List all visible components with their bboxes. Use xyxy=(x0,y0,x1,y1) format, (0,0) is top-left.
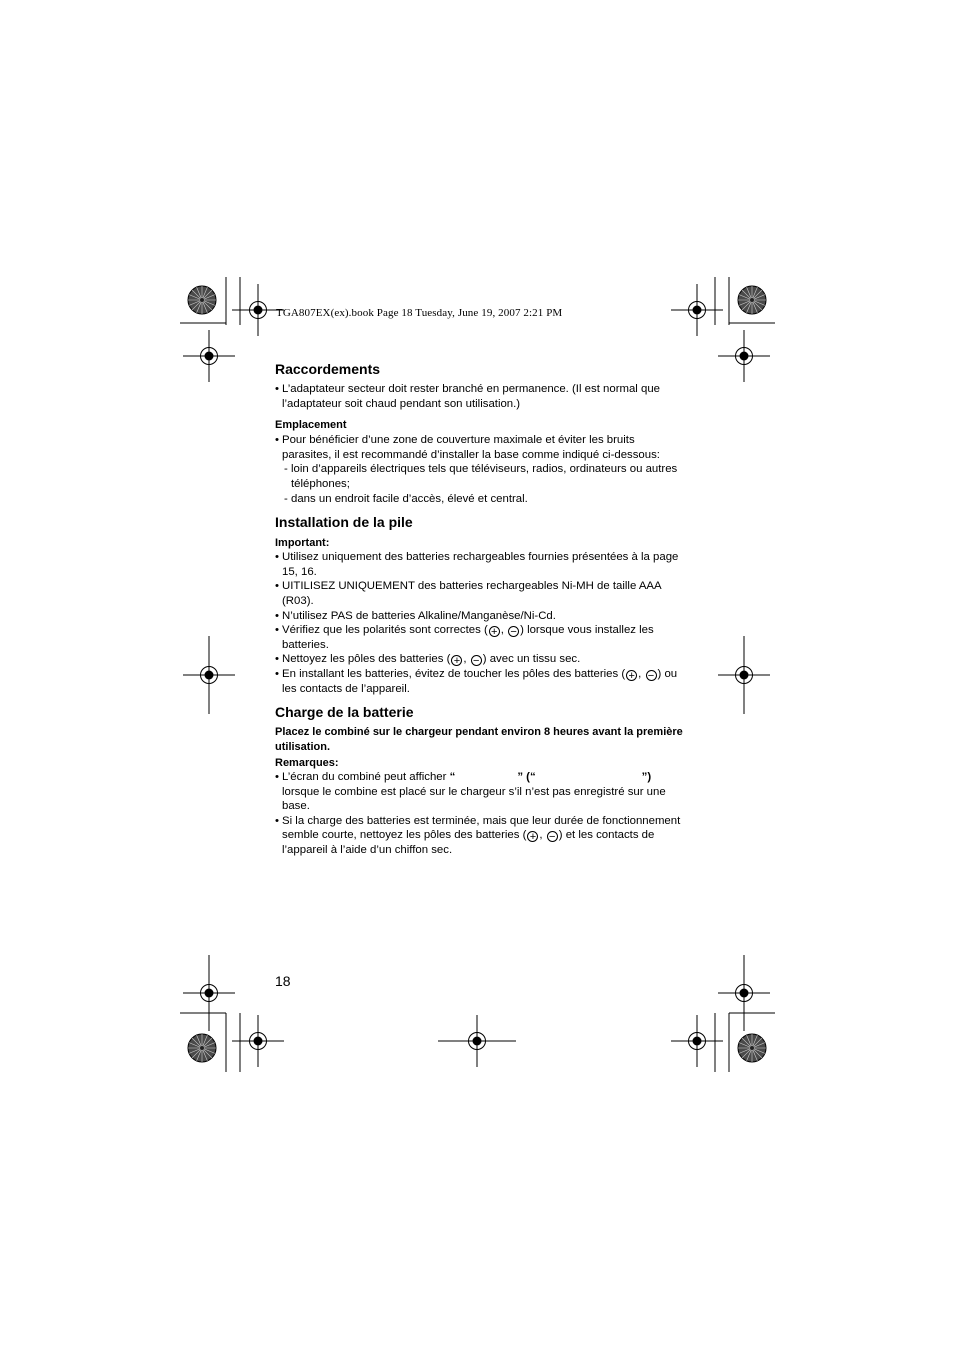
quote-mark: ” (“ xyxy=(517,771,536,784)
bullet-item: • UITILISEZ UNIQUEMENT des batteries rechargeables Ni-MH de taille AAA (R03). xyxy=(275,579,685,608)
text: Si la charge des batteries est terminée, mais que leur durée de fonctionnement semble courte, nettoyez les pôles des batteries ( xyxy=(282,814,681,842)
subsection-title-emplacement: Emplacement xyxy=(275,419,347,432)
dash-item: - loin d’appareils électriques tels que téléviseurs, radios, ordinateurs ou autres téléphones; xyxy=(275,462,685,491)
registration-mark xyxy=(183,330,235,382)
text: ) ou les contacts de l’appareil. xyxy=(282,667,678,695)
subsection-title-important: Important: xyxy=(275,537,330,550)
bold-instruction: Placez le combiné sur le chargeur pendant environ 8 heures avant la première utilisation. xyxy=(275,726,683,754)
color-star-mark xyxy=(188,286,216,314)
text: , xyxy=(539,829,546,842)
bullet-item xyxy=(275,652,685,667)
bullet-item: • Utilisez uniquement des batteries rechargeables fournies présentées à la page 15, 16. xyxy=(275,550,685,579)
color-star-mark xyxy=(188,1034,216,1062)
text: ) et les contacts de l’appareil à l’aide d’un chiffon sec. xyxy=(282,829,655,857)
section-title-raccordements: Raccordements xyxy=(275,361,381,377)
bullet-item xyxy=(275,623,685,652)
plus-terminal-icon: + xyxy=(626,670,637,681)
print-header: TGA807EX(ex).book Page 18 Tuesday, June 19, 2007 2:21 PM xyxy=(276,307,563,319)
plus-terminal-icon: + xyxy=(527,831,538,842)
manual-page-content xyxy=(275,359,685,858)
registration-mark xyxy=(718,330,770,382)
text: Vérifiez que les polarités sont correctes ( xyxy=(282,624,488,637)
section-title-pile: Installation de la pile xyxy=(275,514,413,531)
minus-terminal-icon: − xyxy=(508,626,519,637)
text: , xyxy=(638,667,645,680)
text: Nettoyez les pôles des batteries ( xyxy=(282,653,451,666)
bullet-item: • Pour bénéficier d’une zone de couverture maximale et éviter les bruits parasites, il est recommandé d’installer la base comme indiqué ci-dessous: xyxy=(275,433,685,462)
color-star-mark xyxy=(738,286,766,314)
text: , xyxy=(500,624,508,637)
page-number: 18 xyxy=(275,973,291,989)
minus-terminal-icon: − xyxy=(471,655,482,666)
section-title-charge: Charge de la batterie xyxy=(275,704,414,721)
bullet-item: • N’utilisez PAS de batteries Alkaline/Manganèse/Ni-Cd. xyxy=(275,609,685,624)
text: lorsque le combine est placé sur le chargeur s’il n’est pas enregistré sur une base. xyxy=(282,785,666,813)
bullet-item xyxy=(275,770,685,814)
text: L’écran du combiné peut afficher xyxy=(282,771,450,784)
text: , xyxy=(463,653,470,666)
bullet-item xyxy=(275,667,685,696)
bullet-item: • L’adaptateur secteur doit rester branché en permanence. (Il est normal que l’adaptateur soit chaud pendant son utilisation.) xyxy=(275,382,685,411)
minus-terminal-icon: − xyxy=(646,670,657,681)
subsection-title-remarques: Remarques: xyxy=(275,757,339,770)
text: En installant les batteries, évitez de toucher les pôles des batteries ( xyxy=(282,667,626,680)
color-star-mark xyxy=(738,1034,766,1062)
bullet-item xyxy=(275,814,685,858)
text: ) avec un tissu sec. xyxy=(482,653,581,666)
quote-mark: “ xyxy=(449,771,456,784)
quote-mark: ”) xyxy=(641,771,652,784)
minus-terminal-icon: − xyxy=(547,831,558,842)
plus-terminal-icon: + xyxy=(489,626,500,637)
dash-item: - dans un endroit facile d’accès, élevé et central. xyxy=(275,492,685,507)
plus-terminal-icon: + xyxy=(451,655,462,666)
text: ) lorsque vous installez les batteries. xyxy=(282,624,654,651)
